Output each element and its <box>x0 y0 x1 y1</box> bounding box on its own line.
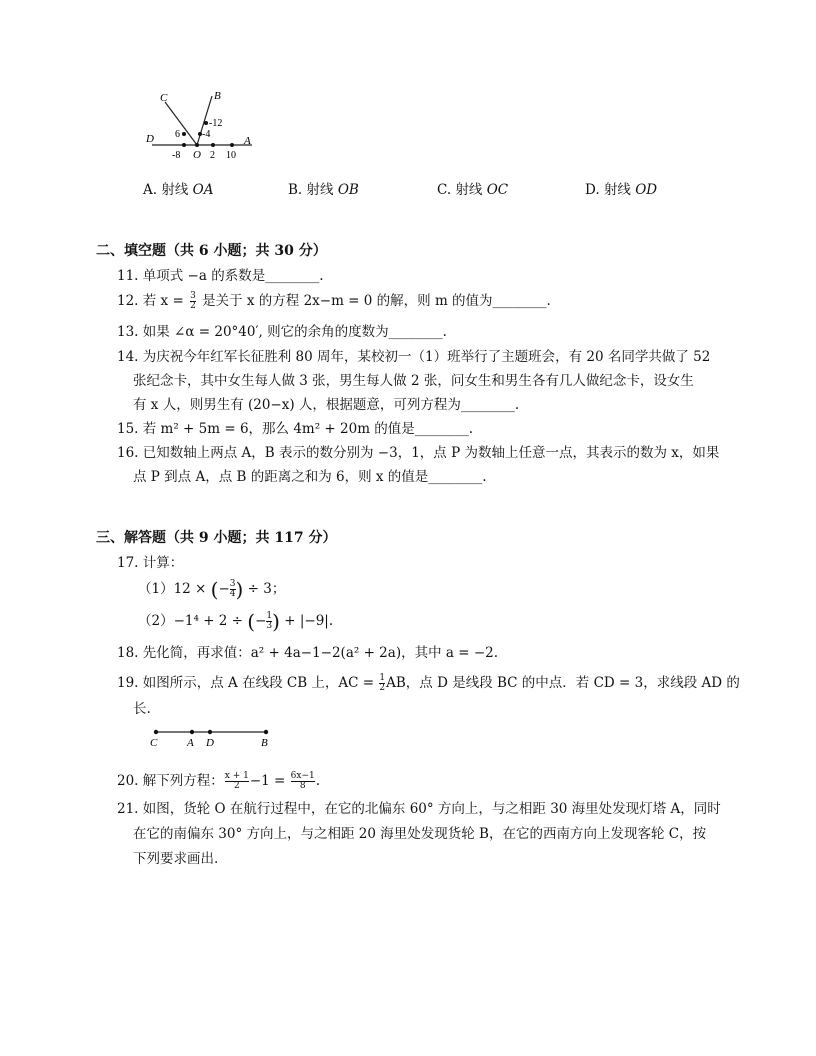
seg-label-b: B <box>261 737 268 749</box>
q17: 17. 计算： <box>117 555 184 571</box>
label-neg12: -12 <box>209 118 223 129</box>
label-10: 10 <box>226 150 236 161</box>
q11: 11. 单项式 −a 的系数是________. <box>117 268 324 284</box>
option-d[interactable]: D. 射线 OD <box>585 182 658 198</box>
q19-line1: 19. 如图所示，点 A 在线段 CB 上，AC = $\frac{1}{2}$ AB，点 D 是线段 BC 的中点．若 CD = 3，求线段 AD 的 <box>117 673 740 693</box>
point-b <box>264 730 268 734</box>
option-b[interactable]: B. 射线 OB <box>288 182 359 198</box>
ray-oc <box>165 102 197 145</box>
q17-part2: （2）−1⁴ + 2 ÷ (− $\frac{1}{3}$ ) + |−9|. <box>138 609 334 634</box>
rays-figure <box>140 86 260 166</box>
q20: 20. 解下列方程： $\frac{x + 1}{2}$ −1 = $\frac{6x-1}{8}$ . <box>117 771 321 791</box>
section2-title: 二、填空题（共 6 小题；共 30 分） <box>96 243 327 259</box>
seg-label-d: D <box>206 737 214 749</box>
q15: 15. 若 m² + 5m = 6，那么 4m² + 20m 的值是________. <box>117 421 474 437</box>
seg-label-a: A <box>187 737 194 749</box>
label-o: O <box>193 149 201 161</box>
segment-figure <box>144 724 279 750</box>
point-2 <box>211 143 215 147</box>
q13: 13. 如果 ∠α = 20°40′, 则它的余角的度数为________. <box>117 324 447 340</box>
q14-line2: 张纪念卡，其中女生每人做 3 张，男生每人做 2 张，问女生和男生各有几人做纪念卡，设女生 <box>133 373 694 389</box>
point-ob-12 <box>204 121 208 125</box>
point-10 <box>230 143 234 147</box>
section3-title: 三、解答题（共 9 小题；共 117 分） <box>96 530 337 546</box>
q21-line1: 21. 如图，货轮 O 在航行过程中，在它的北偏东 60° 方向上，与之相距 30 海里处发现灯塔 A，同时 <box>117 801 721 817</box>
point-d <box>208 730 212 734</box>
q17-part1: （1）12 × (− $\frac{3}{4}$ ) ÷ 3； <box>138 577 286 602</box>
q21-line3: 下列要求画出. <box>133 851 219 867</box>
label-2: 2 <box>210 150 215 161</box>
label-b: B <box>214 90 221 102</box>
point-o <box>195 143 199 147</box>
label-a: A <box>244 135 251 147</box>
label-d: D <box>146 133 154 145</box>
option-c[interactable]: C. 射线 OC <box>437 182 509 198</box>
point-a <box>190 730 194 734</box>
q16-line1: 16. 已知数轴上两点 A，B 表示的数分别为 −3，1，点 P 为数轴上任意一点，其表示的数为 x，如果 <box>117 445 720 461</box>
point-c <box>154 730 158 734</box>
label-neg4: -4 <box>202 129 211 140</box>
label-neg8: -8 <box>172 150 181 161</box>
point-neg8 <box>182 143 186 147</box>
q21-line2: 在它的南偏东 30° 方向上，与之相距 20 海里处发现货轮 B，在它的西南方向上发现客轮 C，按 <box>133 826 707 842</box>
label-6: 6 <box>175 129 180 140</box>
q12: 12. 若 x = $\frac{3}{2}$ 是关于 x 的方程 2x−m = 0 的解，则 m 的值为________. <box>117 291 551 311</box>
option-a[interactable]: A. 射线 OA <box>143 182 214 198</box>
q16-line2: 点 P 到点 A，点 B 的距离之和为 6，则 x 的值是________. <box>133 469 487 485</box>
point-oc-6 <box>182 132 186 136</box>
q14-line3: 有 x 人，则男生有 (20−x) 人，根据题意，可列方程为________. <box>133 397 520 413</box>
q18: 18. 先化简，再求值：a² + 4a−1−2(a² + 2a)，其中 a = −2. <box>117 645 499 661</box>
label-c: C <box>160 92 168 104</box>
q14-line1: 14. 为庆祝今年红军长征胜利 80 周年，某校初一（1）班举行了主题班会，有 20 名同学共做了 52 <box>117 349 711 365</box>
q19-line2: 长. <box>133 701 151 717</box>
seg-label-c: C <box>150 737 158 749</box>
